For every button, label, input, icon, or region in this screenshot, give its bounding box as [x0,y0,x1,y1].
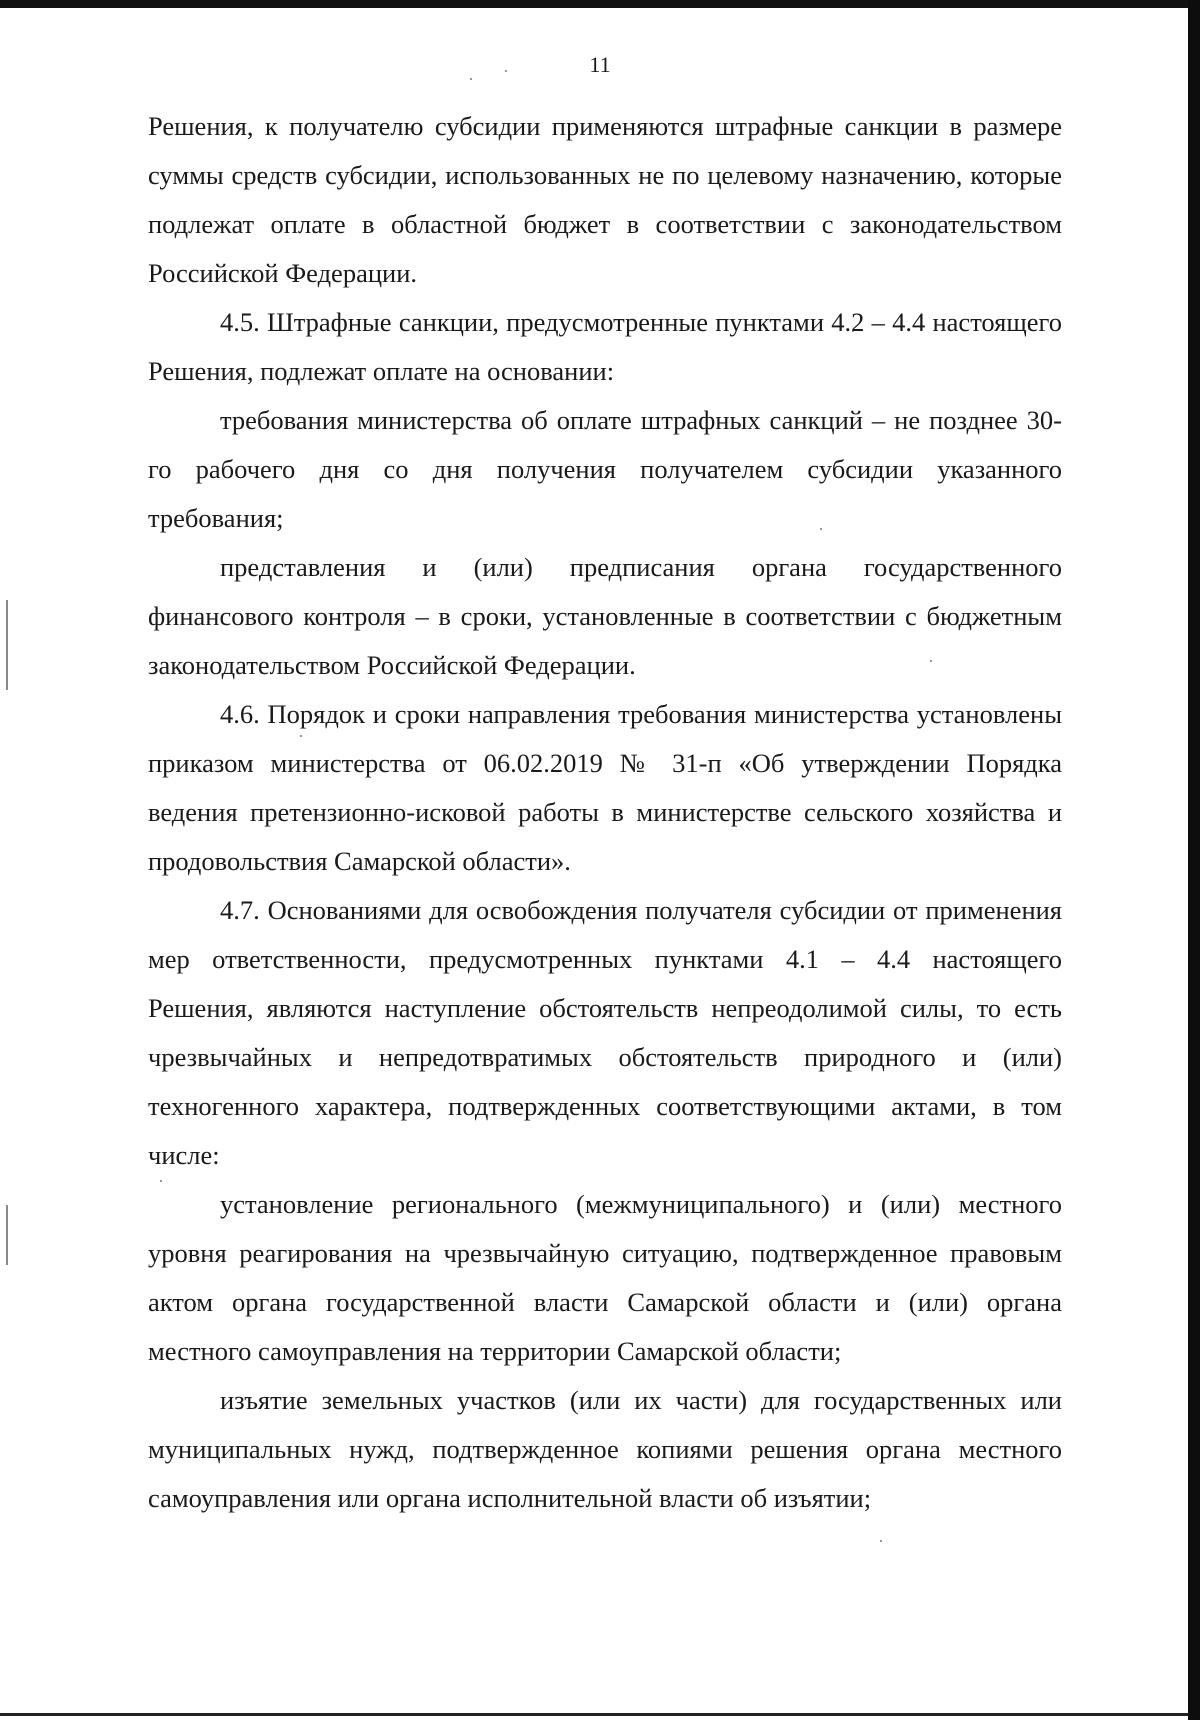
paragraph-ministry-requirement: требования министерства об оплате штрафных санкций – не позднее 30-го рабочего дня со дня получения получателем субсидии указанного требования; [148,405,1062,533]
scan-left-mark [6,1205,8,1265]
scan-speck [880,1540,882,1542]
scan-speck [470,78,472,80]
paragraph-financial-control: представления и (или) предписания органа государственного финансового контроля – в сроки, установленные в соответствии с бюджетным законодательством Российской Федерации. [148,552,1062,680]
paragraph-emergency-response: установление регионального (межмуниципального) и (или) местного уровня реагирования на чрезвычайную ситуацию, подтвержденное правовым актом органа государственной власти Самарской области и (или) органа местного самоуправления на территории Самарской области; [148,1189,1062,1366]
scan-left-mark [6,600,8,690]
page-number: 11 [589,52,611,77]
paragraph-penalty-continuation: Решения, к получателю субсидии применяются штрафные санкции в размере суммы средств субсидии, использованных не по целевому назначению, которые подлежат оплате в областной бюджет в соответствии с законодательством Российской Федерации. [148,111,1062,288]
scan-right-border [1188,0,1200,1720]
paragraph-4-7-force-majeure: 4.7. Основаниями для освобождения получателя субсидии от применения мер ответственности, предусмотренных пунктами 4.1 – 4.4 настоящего Решения, являются наступление обстоятельств непреодолимой силы, то есть чрезвычайных и непредотвратимых обстоятельств природного и (или) техногенного характера, подтвержденных соответствующими актами, в том числе: [148,895,1062,1170]
paragraph-4-5-penalty-basis: 4.5. Штрафные санкции, предусмотренные пунктами 4.2 – 4.4 настоящего Решения, подлежат оплате на основании: [148,307,1062,386]
paragraph-4-6-procedure: 4.6. Порядок и сроки направления требования министерства установлены приказом министерства от 06.02.2019 № 31-п «Об утверждении Порядка ведения претензионно-исковой работы в министерстве сельского хозяйства и продовольствия Самарской области». [148,699,1062,876]
paragraph-land-seizure: изъятие земельных участков (или их части) для государственных или муниципальных нужд, подтвержденное копиями решения органа местного самоуправления или органа исполнительной власти об изъятии; [148,1385,1062,1513]
document-body [148,102,1062,1523]
scan-top-border [0,0,1200,8]
scan-bottom-edge [0,1713,1188,1716]
